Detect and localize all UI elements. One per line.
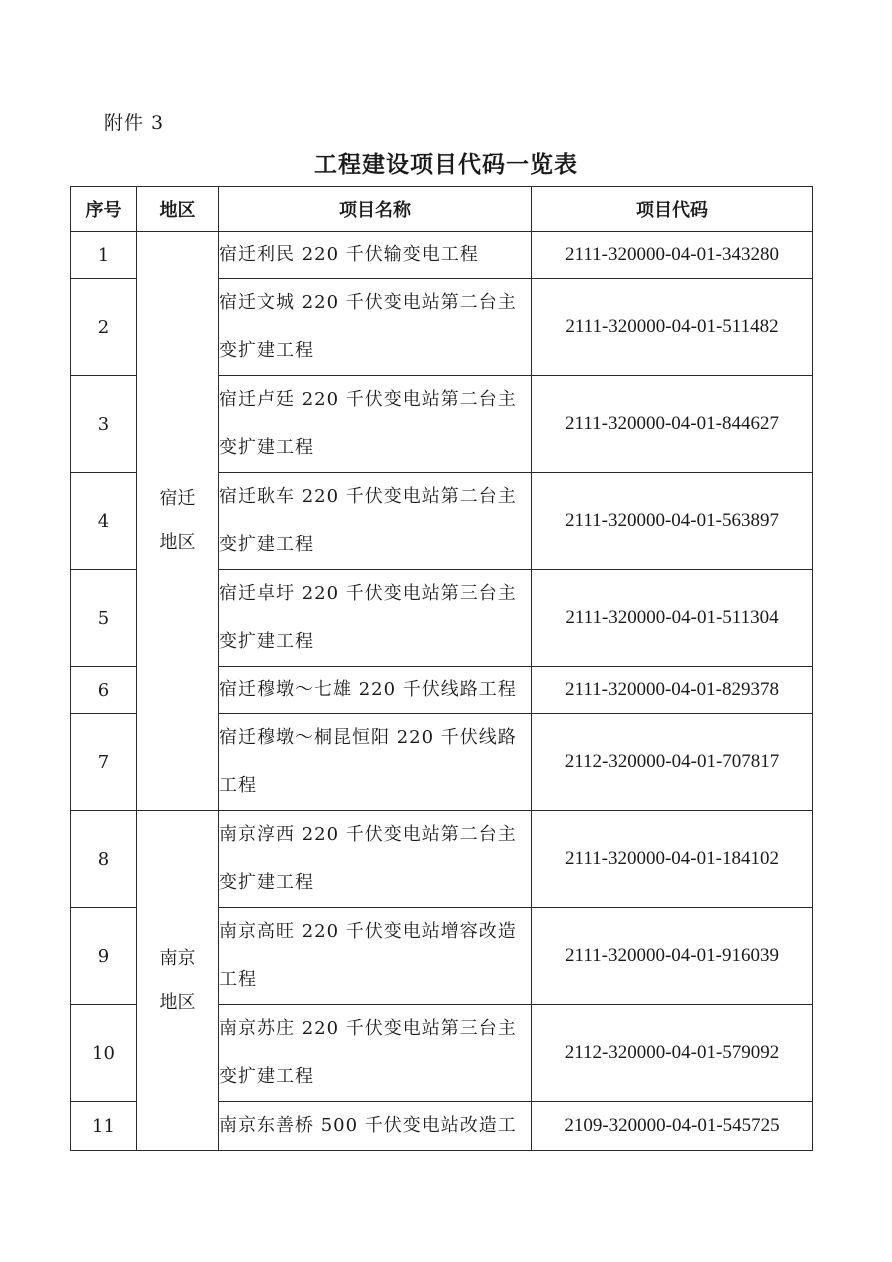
row-project-name: 宿迁文城 220 千伏变电站第二台主变扩建工程: [219, 279, 532, 376]
row-project-code: 2111-320000-04-01-563897: [532, 473, 813, 570]
table-header-row: [71, 187, 813, 232]
row-seq: 1: [71, 232, 137, 279]
region-line: 地区: [159, 532, 196, 553]
project-code-table: [70, 186, 813, 1151]
row-project-code: 2112-320000-04-01-579092: [532, 1005, 813, 1102]
row-project-name: 南京淳西 220 千伏变电站第二台主变扩建工程: [219, 811, 532, 908]
row-project-code: 2111-320000-04-01-343280: [532, 232, 813, 279]
row-project-code: 2111-320000-04-01-844627: [532, 376, 813, 473]
row-project-name: 宿迁穆墩～桐昆恒阳 220 千伏线路工程: [219, 714, 532, 811]
column-header-project-name: 项目名称: [219, 187, 532, 232]
row-seq: 10: [71, 1005, 137, 1102]
row-project-name: 宿迁耿车 220 千伏变电站第二台主变扩建工程: [219, 473, 532, 570]
column-header-project-code: 项目代码: [532, 187, 813, 232]
attachment-label: 附件 3: [104, 112, 165, 134]
region-line: 宿迁: [159, 488, 196, 509]
row-project-code: 2109-320000-04-01-545725: [532, 1102, 813, 1151]
row-project-name: 南京高旺 220 千伏变电站增容改造工程: [219, 908, 532, 1005]
column-header-region: 地区: [137, 187, 219, 232]
region-cell-nanjing: [137, 811, 219, 1151]
row-seq: 2: [71, 279, 137, 376]
row-project-code: 2111-320000-04-01-511482: [532, 279, 813, 376]
row-seq: 4: [71, 473, 137, 570]
column-header-seq: 序号: [71, 187, 137, 232]
row-seq: 8: [71, 811, 137, 908]
row-project-code: 2111-320000-04-01-829378: [532, 667, 813, 714]
region-cell-suqian: [137, 232, 219, 811]
row-project-name: 宿迁利民 220 千伏输变电工程: [219, 232, 532, 279]
row-seq: 9: [71, 908, 137, 1005]
row-project-name: 南京苏庄 220 千伏变电站第三台主变扩建工程: [219, 1005, 532, 1102]
row-project-name: 宿迁卢廷 220 千伏变电站第二台主变扩建工程: [219, 376, 532, 473]
row-seq: 5: [71, 570, 137, 667]
row-seq: 3: [71, 376, 137, 473]
table-row: [71, 232, 813, 279]
row-seq: 6: [71, 667, 137, 714]
row-seq: 7: [71, 714, 137, 811]
document-title: 工程建设项目代码一览表: [314, 151, 578, 178]
region-line: 地区: [159, 991, 196, 1013]
row-project-name: 宿迁穆墩～七雄 220 千伏线路工程: [219, 667, 532, 714]
region-line: 南京: [159, 947, 196, 969]
row-project-code: 2111-320000-04-01-511304: [532, 570, 813, 667]
row-project-code: 2111-320000-04-01-916039: [532, 908, 813, 1005]
row-project-code: 2111-320000-04-01-184102: [532, 811, 813, 908]
row-project-name: 南京东善桥 500 千伏变电站改造工: [219, 1102, 532, 1151]
row-seq: 11: [71, 1102, 137, 1151]
table-row: [71, 811, 813, 908]
row-project-name: 宿迁卓圩 220 千伏变电站第三台主变扩建工程: [219, 570, 532, 667]
row-project-code: 2112-320000-04-01-707817: [532, 714, 813, 811]
